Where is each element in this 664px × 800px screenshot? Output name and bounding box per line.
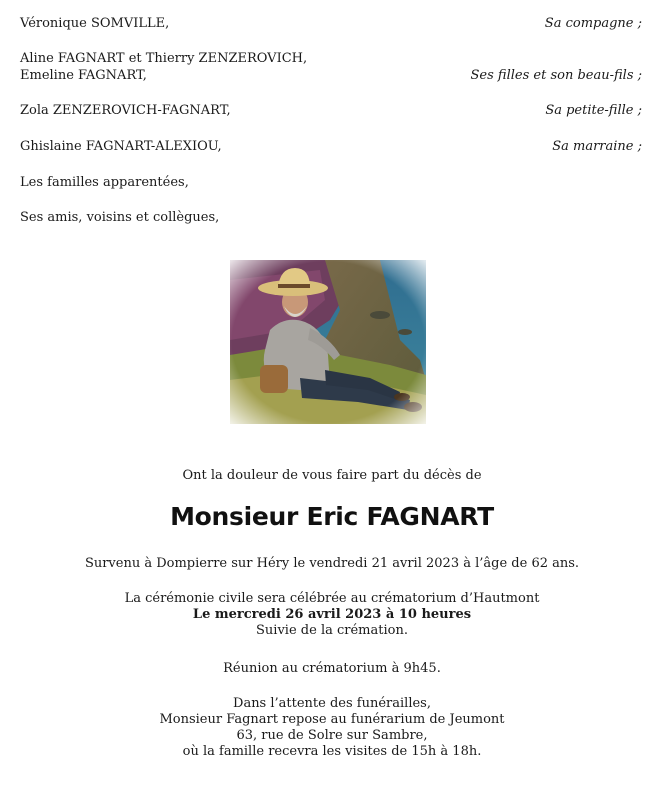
ceremony-block bbox=[0, 591, 664, 639]
ceremony-line: Suivie de la crémation. bbox=[256, 623, 408, 638]
meeting-info: Réunion au crématorium à 9h45. bbox=[223, 661, 441, 676]
death-info: Survenu à Dompierre sur Héry le vendredi 21 avril 2023 à l’âge de 62 ans. bbox=[84, 556, 580, 571]
visits-line: Monsieur Fagnart repose au funérarium de Jeumont bbox=[159, 712, 505, 727]
ceremony-line: La cérémonie civile sera célébrée au crématorium d’Hautmont bbox=[124, 591, 540, 606]
announcement-lead: Ont la douleur de vous faire part du décès de bbox=[182, 468, 482, 483]
visits-block bbox=[0, 696, 664, 760]
deceased-photo bbox=[230, 260, 426, 424]
family-name: Emeline FAGNART, bbox=[20, 68, 147, 83]
visits-line: Dans l’attente des funérailles, bbox=[233, 696, 431, 711]
family-name: Zola ZENZEROVICH-FAGNART, bbox=[20, 103, 231, 118]
family-relation: Ses filles et son beau-fils ; bbox=[470, 68, 642, 83]
family-name: Les familles apparentées, bbox=[20, 175, 189, 190]
family-relation: Sa compagne ; bbox=[544, 16, 642, 31]
family-name: Aline FAGNART et Thierry ZENZEROVICH, bbox=[20, 51, 308, 66]
family-relation: Sa petite-fille ; bbox=[545, 103, 642, 118]
deceased-name: Monsieur Eric FAGNART bbox=[170, 502, 494, 531]
family-name: Ses amis, voisins et collègues, bbox=[20, 210, 220, 225]
family-name: Ghislaine FAGNART-ALEXIOU, bbox=[20, 139, 222, 154]
ceremony-date: Le mercredi 26 avril 2023 à 10 heures bbox=[192, 607, 472, 622]
family-relation: Sa marraine ; bbox=[552, 139, 642, 154]
family-name: Véronique SOMVILLE, bbox=[20, 16, 170, 31]
visits-line: où la famille recevra les visites de 15h à 18h. bbox=[182, 744, 482, 759]
visits-line: 63, rue de Solre sur Sambre, bbox=[236, 728, 428, 743]
